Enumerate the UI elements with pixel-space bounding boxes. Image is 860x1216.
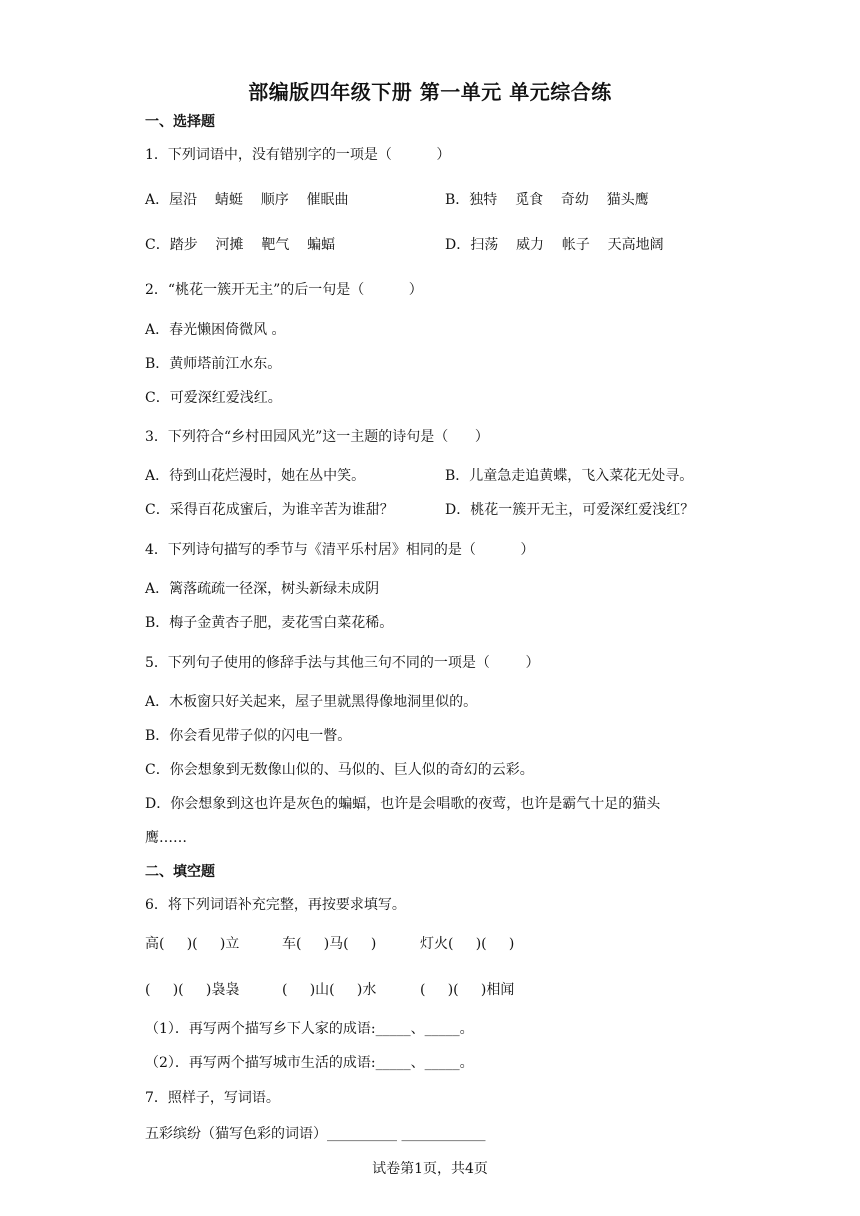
question-5-option-d-continued: 鹰……	[145, 830, 187, 846]
question-5-option-b: B．你会看见带子似的闪电一瞥。	[145, 728, 352, 744]
question-7-example: 五彩缤纷（猫写色彩的词语）__________ ____________	[145, 1126, 486, 1142]
question-1-option-d: D．扫荡 威力 帐子 天高地阔	[445, 237, 664, 253]
section-heading-choice: 一、选择题	[145, 114, 215, 130]
question-2-stem: 2．“桃花一簇开无主”的后一句是（ ）	[145, 282, 423, 298]
question-3-option-b: B．儿童急走追黄蝶，飞入菜花无处寻。	[445, 468, 694, 484]
question-5-option-c: C．你会想象到无数像山似的、马似的、巨人似的奇幻的云彩。	[145, 762, 534, 778]
question-6-blank-1: 高( )( )立	[145, 936, 240, 952]
question-1-option-b: B．独特 觅食 奇幼 猫头鹰	[445, 192, 649, 208]
question-3-stem: 3．下列符合“乡村田园风光”这一主题的诗句是（ ）	[145, 429, 489, 445]
section-heading-fill: 二、填空题	[145, 864, 215, 880]
question-1-option-a: A．屋沿 蜻蜓 顺序 催眠曲	[145, 192, 349, 208]
question-6-blank-6: ( )( )相闻	[420, 982, 515, 998]
question-2-option-a: A．春光懒困倚微风 。	[145, 322, 286, 338]
question-4-stem: 4．下列诗句描写的季节与《清平乐村居》相同的是（ ）	[145, 542, 535, 558]
question-6-subquestion-1: （1）．再写两个描写乡下人家的成语:_____、_____。	[145, 1021, 474, 1037]
question-2-option-c: C．可爱深红爱浅红。	[145, 390, 282, 406]
question-1-stem: 1．下列词语中，没有错别字的一项是（ ）	[145, 147, 451, 163]
page-footer: 试卷第1页，共4页	[372, 1161, 488, 1177]
question-3-option-d: D．桃花一簇开无主，可爱深红爱浅红？	[445, 502, 695, 518]
question-5-option-a: A．木板窗只好关起来，屋子里就黑得像地洞里似的。	[145, 694, 478, 710]
question-6-blank-5: ( )山( )水	[282, 982, 377, 998]
question-6-blank-3: 灯火( )( )	[420, 936, 515, 952]
question-6-subquestion-2: （2）．再写两个描写城市生活的成语:_____、_____。	[145, 1055, 474, 1071]
question-3-option-c: C．采得百花成蜜后，为谁辛苦为谁甜？	[145, 502, 394, 518]
question-6-stem: 6．将下列词语补充完整，再按要求填写。	[145, 897, 406, 913]
page-title: 部编版四年级下册 第一单元 单元综合练	[248, 80, 612, 104]
question-4-option-b: B．梅子金黄杏子肥，麦花雪白菜花稀。	[145, 615, 394, 631]
question-6-blank-4: ( )( )袅袅	[145, 982, 240, 998]
question-2-option-b: B．黄师塔前江水东。	[145, 356, 282, 372]
question-5-stem: 5．下列句子使用的修辞手法与其他三句不同的一项是（ ）	[145, 655, 540, 671]
question-7-stem: 7．照样子，写词语。	[145, 1090, 280, 1106]
question-6-blank-2: 车( )马( )	[282, 936, 377, 952]
question-4-option-a: A．篱落疏疏一径深，树头新绿未成阴	[145, 581, 380, 597]
question-1-option-c: C．踏步 河摊 靶气 蝙蝠	[145, 237, 336, 253]
question-3-option-a: A．待到山花烂漫时，她在丛中笑。	[145, 468, 366, 484]
question-5-option-d: D．你会想象到这也许是灰色的蝙蝠，也许是会唱歌的夜莺，也许是霸气十足的猫头	[145, 796, 661, 812]
